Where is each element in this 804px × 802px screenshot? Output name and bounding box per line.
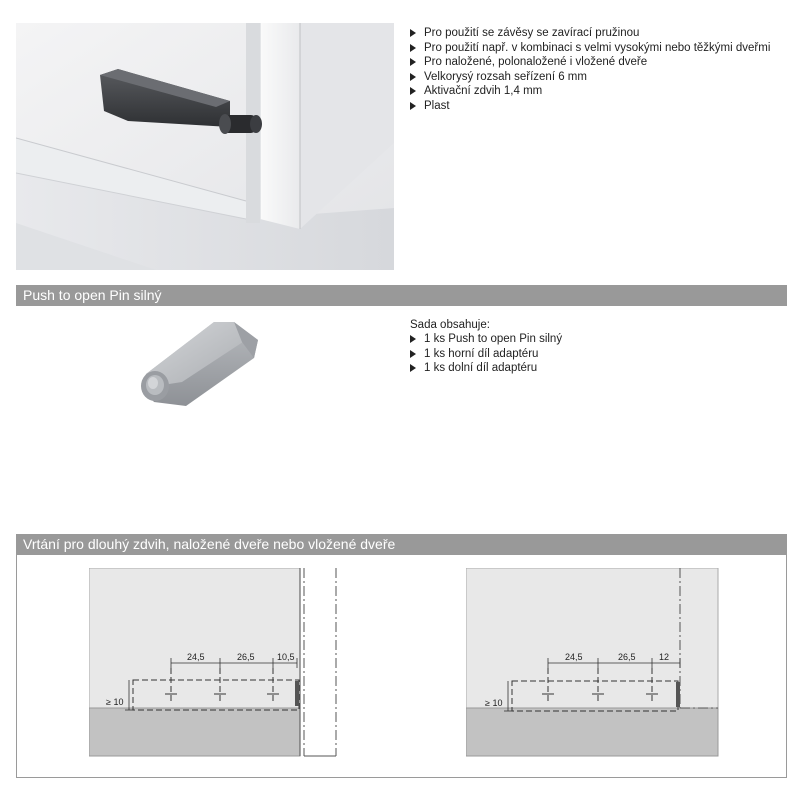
dim-label-3: 10,5 [277, 652, 295, 662]
list-item: 1 ks Push to open Pin silný [408, 332, 562, 347]
bullet-arrow-icon [410, 364, 416, 372]
bullet-arrow-icon [410, 73, 416, 81]
list-item: 1 ks dolní díl adaptéru [408, 361, 562, 376]
list-item: Pro naložené, polonaložené i vložené dveře [408, 55, 770, 70]
list-item: Pro použití se závěsy se zavírací pružinou [408, 26, 770, 41]
dim-label-2: 26,5 [618, 652, 636, 662]
dim-label-1: 24,5 [187, 652, 205, 662]
dim-label-2: 26,5 [237, 652, 255, 662]
list-item: Velkorysý rozsah seřízení 6 mm [408, 70, 770, 85]
bullet-arrow-icon [410, 350, 416, 358]
kit-contents-heading: Sada obsahuje: [410, 319, 490, 331]
list-item: Plast [408, 99, 770, 114]
list-item: Pro použití např. v kombinaci s velmi vysokými nebo těžkými dveřmi [408, 41, 770, 56]
dim-label-1: 24,5 [565, 652, 583, 662]
dim-label-min: ≥ 10 [106, 697, 124, 707]
bullet-arrow-icon [410, 102, 416, 110]
list-item: 1 ks horní díl adaptéru [408, 347, 562, 362]
product-installed-photo [16, 23, 394, 270]
dim-label-3: 12 [659, 652, 670, 662]
bullet-arrow-icon [410, 29, 416, 37]
bullet-arrow-icon [410, 44, 416, 52]
kit-contents-list [408, 332, 562, 376]
list-item: Aktivační zdvih 1,4 mm [408, 84, 770, 99]
drilling-diagram-left [89, 568, 349, 769]
section-header-product: Push to open Pin silný [16, 285, 787, 306]
bullet-arrow-icon [410, 87, 416, 95]
bullet-arrow-icon [410, 335, 416, 343]
product-image [130, 316, 266, 410]
drilling-diagram-right [466, 568, 726, 769]
bullet-arrow-icon [410, 58, 416, 66]
section-header-drilling: Vrtání pro dlouhý zdvih, naložené dveře nebo vložené dveře [16, 534, 787, 555]
feature-list [408, 26, 770, 113]
dim-label-min: ≥ 10 [485, 698, 503, 708]
